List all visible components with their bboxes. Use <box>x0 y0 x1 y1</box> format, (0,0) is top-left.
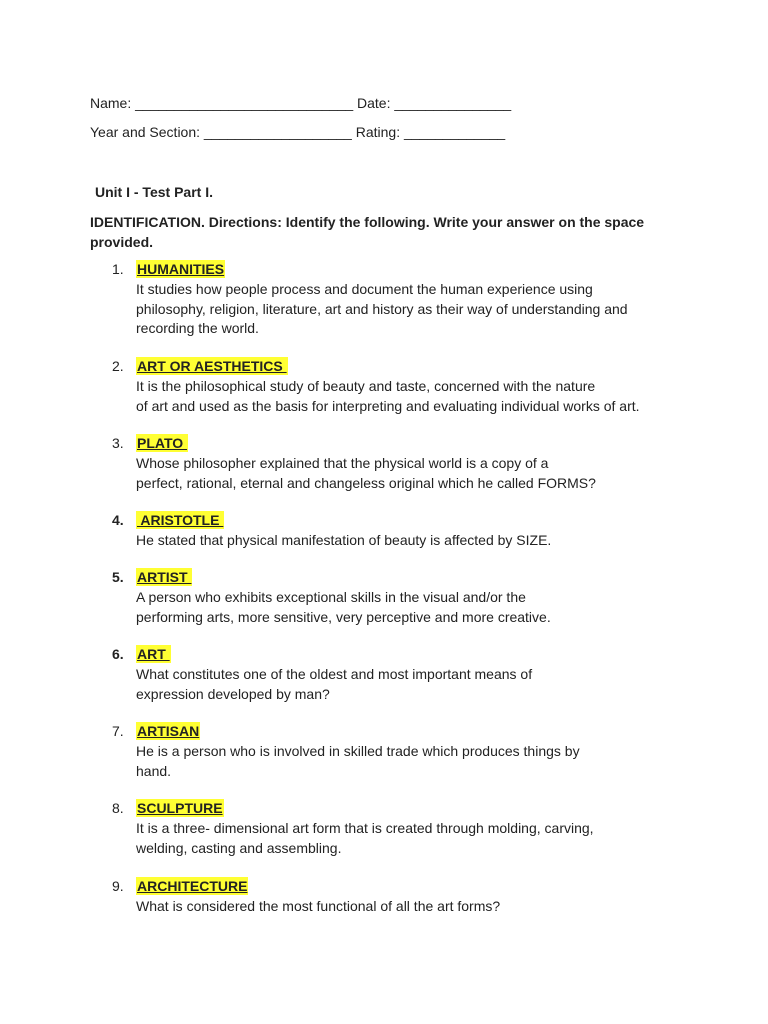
item-number: 9. <box>112 878 124 894</box>
item-number: 3. <box>112 435 124 451</box>
name-date-line: Name: ____________________________ Date: _______________ <box>90 95 512 111</box>
item-description: Whose philosopher explained that the physical world is a copy of a perfect, rational, eternal and changeless original which he called FORMS? <box>136 455 596 491</box>
item-description: What is considered the most functional of all the art forms? <box>136 898 501 914</box>
item-description: It is the philosophical study of beauty and taste, concerned with the nature of art and used as the basis for interpreting and evaluating individual works of art. <box>136 378 640 414</box>
item-description: It studies how people process and document the human experience using philosophy, religion, literature, art and history as their way of understanding and recording the world. <box>136 281 628 336</box>
item-number: 4. <box>112 512 124 528</box>
item-answer: ARTISAN <box>137 723 200 739</box>
item-answer: ART OR AESTHETICS <box>137 358 287 374</box>
item-number: 8. <box>112 800 124 816</box>
year-rating-line: Year and Section: ___________________ Rating: _____________ <box>90 124 506 140</box>
item-number: 2. <box>112 358 124 374</box>
item-description: He is a person who is involved in skilled trade which produces things by hand. <box>136 743 580 779</box>
item-answer: SCULPTURE <box>137 800 223 816</box>
test-title: Unit I - Test Part I. <box>95 184 213 200</box>
item-number: 6. <box>112 646 124 662</box>
item-number: 1. <box>112 261 124 277</box>
item-answer: HUMANITIES <box>137 261 225 277</box>
test-directions: IDENTIFICATION. Directions: Identify the following. Write your answer on the space provided. <box>90 214 645 250</box>
item-number: 7. <box>112 723 124 739</box>
item-answer: ART <box>137 646 170 662</box>
item-answer: ARCHITECTURE <box>137 878 248 894</box>
item-description: It is a three- dimensional art form that is created through molding, carving, welding, casting and assembling. <box>136 820 594 856</box>
item-description: A person who exhibits exceptional skills in the visual and/or the performing arts, more sensitive, very perceptive and more creative. <box>136 589 551 625</box>
item-description: He stated that physical manifestation of beauty is affected by SIZE. <box>136 532 552 548</box>
item-answer: PLATO <box>137 435 188 451</box>
item-answer: ARTIST <box>137 569 192 585</box>
item-description: What constitutes one of the oldest and most important means of expression developed by man? <box>136 666 533 702</box>
item-answer: ARISTOTLE <box>137 512 224 528</box>
item-number: 5. <box>112 569 124 585</box>
